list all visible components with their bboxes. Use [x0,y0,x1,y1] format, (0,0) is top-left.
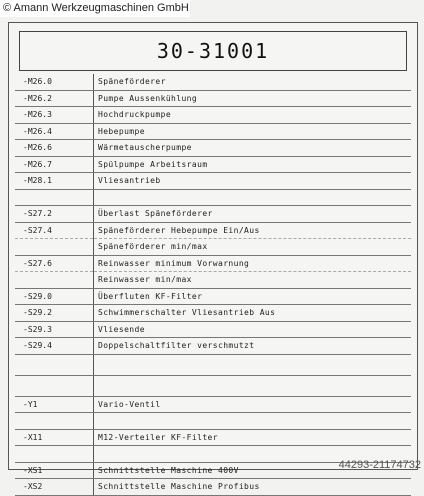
component-description: Schnittstelle Maschine Profibus [94,479,412,496]
component-description: Überlast Späneförderer [94,206,412,223]
table-row [15,354,411,375]
component-description: Vario-Ventil [94,396,412,413]
component-code [15,239,94,256]
component-code [15,354,94,375]
table-row [15,239,411,256]
table-row [15,74,411,90]
component-description: Vliesantrieb [94,173,412,190]
component-description: Späneförderer Hebepumpe Ein/Aus [94,222,412,239]
component-description [94,375,412,396]
component-description [94,413,412,430]
title-box [19,31,407,71]
table-row [15,255,411,272]
table-row [15,90,411,107]
component-code: -M26.3 [15,107,94,124]
component-description: Hebepumpe [94,123,412,140]
table-row [15,272,411,289]
component-description: Schwimmerschalter Vliesantrieb Aus [94,305,412,322]
component-code: -S27.6 [15,255,94,272]
table-row [15,123,411,140]
table-row [15,173,411,190]
component-code: -M28.1 [15,173,94,190]
component-table [15,74,411,496]
component-code: -M26.7 [15,156,94,173]
component-code: -M26.2 [15,90,94,107]
component-code: -Y1 [15,396,94,413]
component-description: Pumpe Aussenkühlung [94,90,412,107]
table-row [15,413,411,430]
table-row [15,156,411,173]
component-description: Reinwasser minimum Vorwarnung [94,255,412,272]
document-sheet [8,22,418,492]
component-description [94,189,412,206]
component-code: -M26.0 [15,74,94,90]
component-description: Schnittstelle Maschine 400V [94,462,412,479]
component-code: -XS1 [15,462,94,479]
table-row [15,288,411,305]
component-description: Vliesende [94,321,412,338]
table-row [15,479,411,496]
component-description: Spülpumpe Arbeitsraum [94,156,412,173]
component-code: -M26.6 [15,140,94,157]
table-row [15,396,411,413]
component-code: -X11 [15,429,94,446]
table-row [15,107,411,124]
component-code: -S27.2 [15,206,94,223]
component-code: -S27.4 [15,222,94,239]
copyright-watermark: © Amann Werkzeugmaschinen GmbH [0,0,190,17]
listing-id-watermark: 44293-21174732 [338,459,421,471]
component-description [94,354,412,375]
component-description: Überfluten KF-Filter [94,288,412,305]
component-code: -S29.4 [15,338,94,355]
component-code [15,272,94,289]
component-code: -S29.3 [15,321,94,338]
component-code: -M26.4 [15,123,94,140]
table-row [15,305,411,322]
component-code: -XS2 [15,479,94,496]
component-code [15,375,94,396]
table-row [15,189,411,206]
document-title: 30-31001 [156,39,270,63]
table-row [15,338,411,355]
component-description: Reinwasser min/max [94,272,412,289]
component-code: -S29.2 [15,305,94,322]
component-description: Späneförderer min/max [94,239,412,256]
table-row [15,429,411,446]
component-description: Hochdruckpumpe [94,107,412,124]
table-row [15,321,411,338]
component-description: M12-Verteiler KF-Filter [94,429,412,446]
component-code [15,413,94,430]
table-row [15,140,411,157]
component-description: Späneförderer [94,74,412,90]
component-description: Wärmetauscherpumpe [94,140,412,157]
table-row [15,375,411,396]
table-row [15,206,411,223]
component-description: Doppelschaltfilter verschmutzt [94,338,412,355]
table-row [15,222,411,239]
component-code: -S29.0 [15,288,94,305]
component-code [15,446,94,463]
component-code [15,189,94,206]
